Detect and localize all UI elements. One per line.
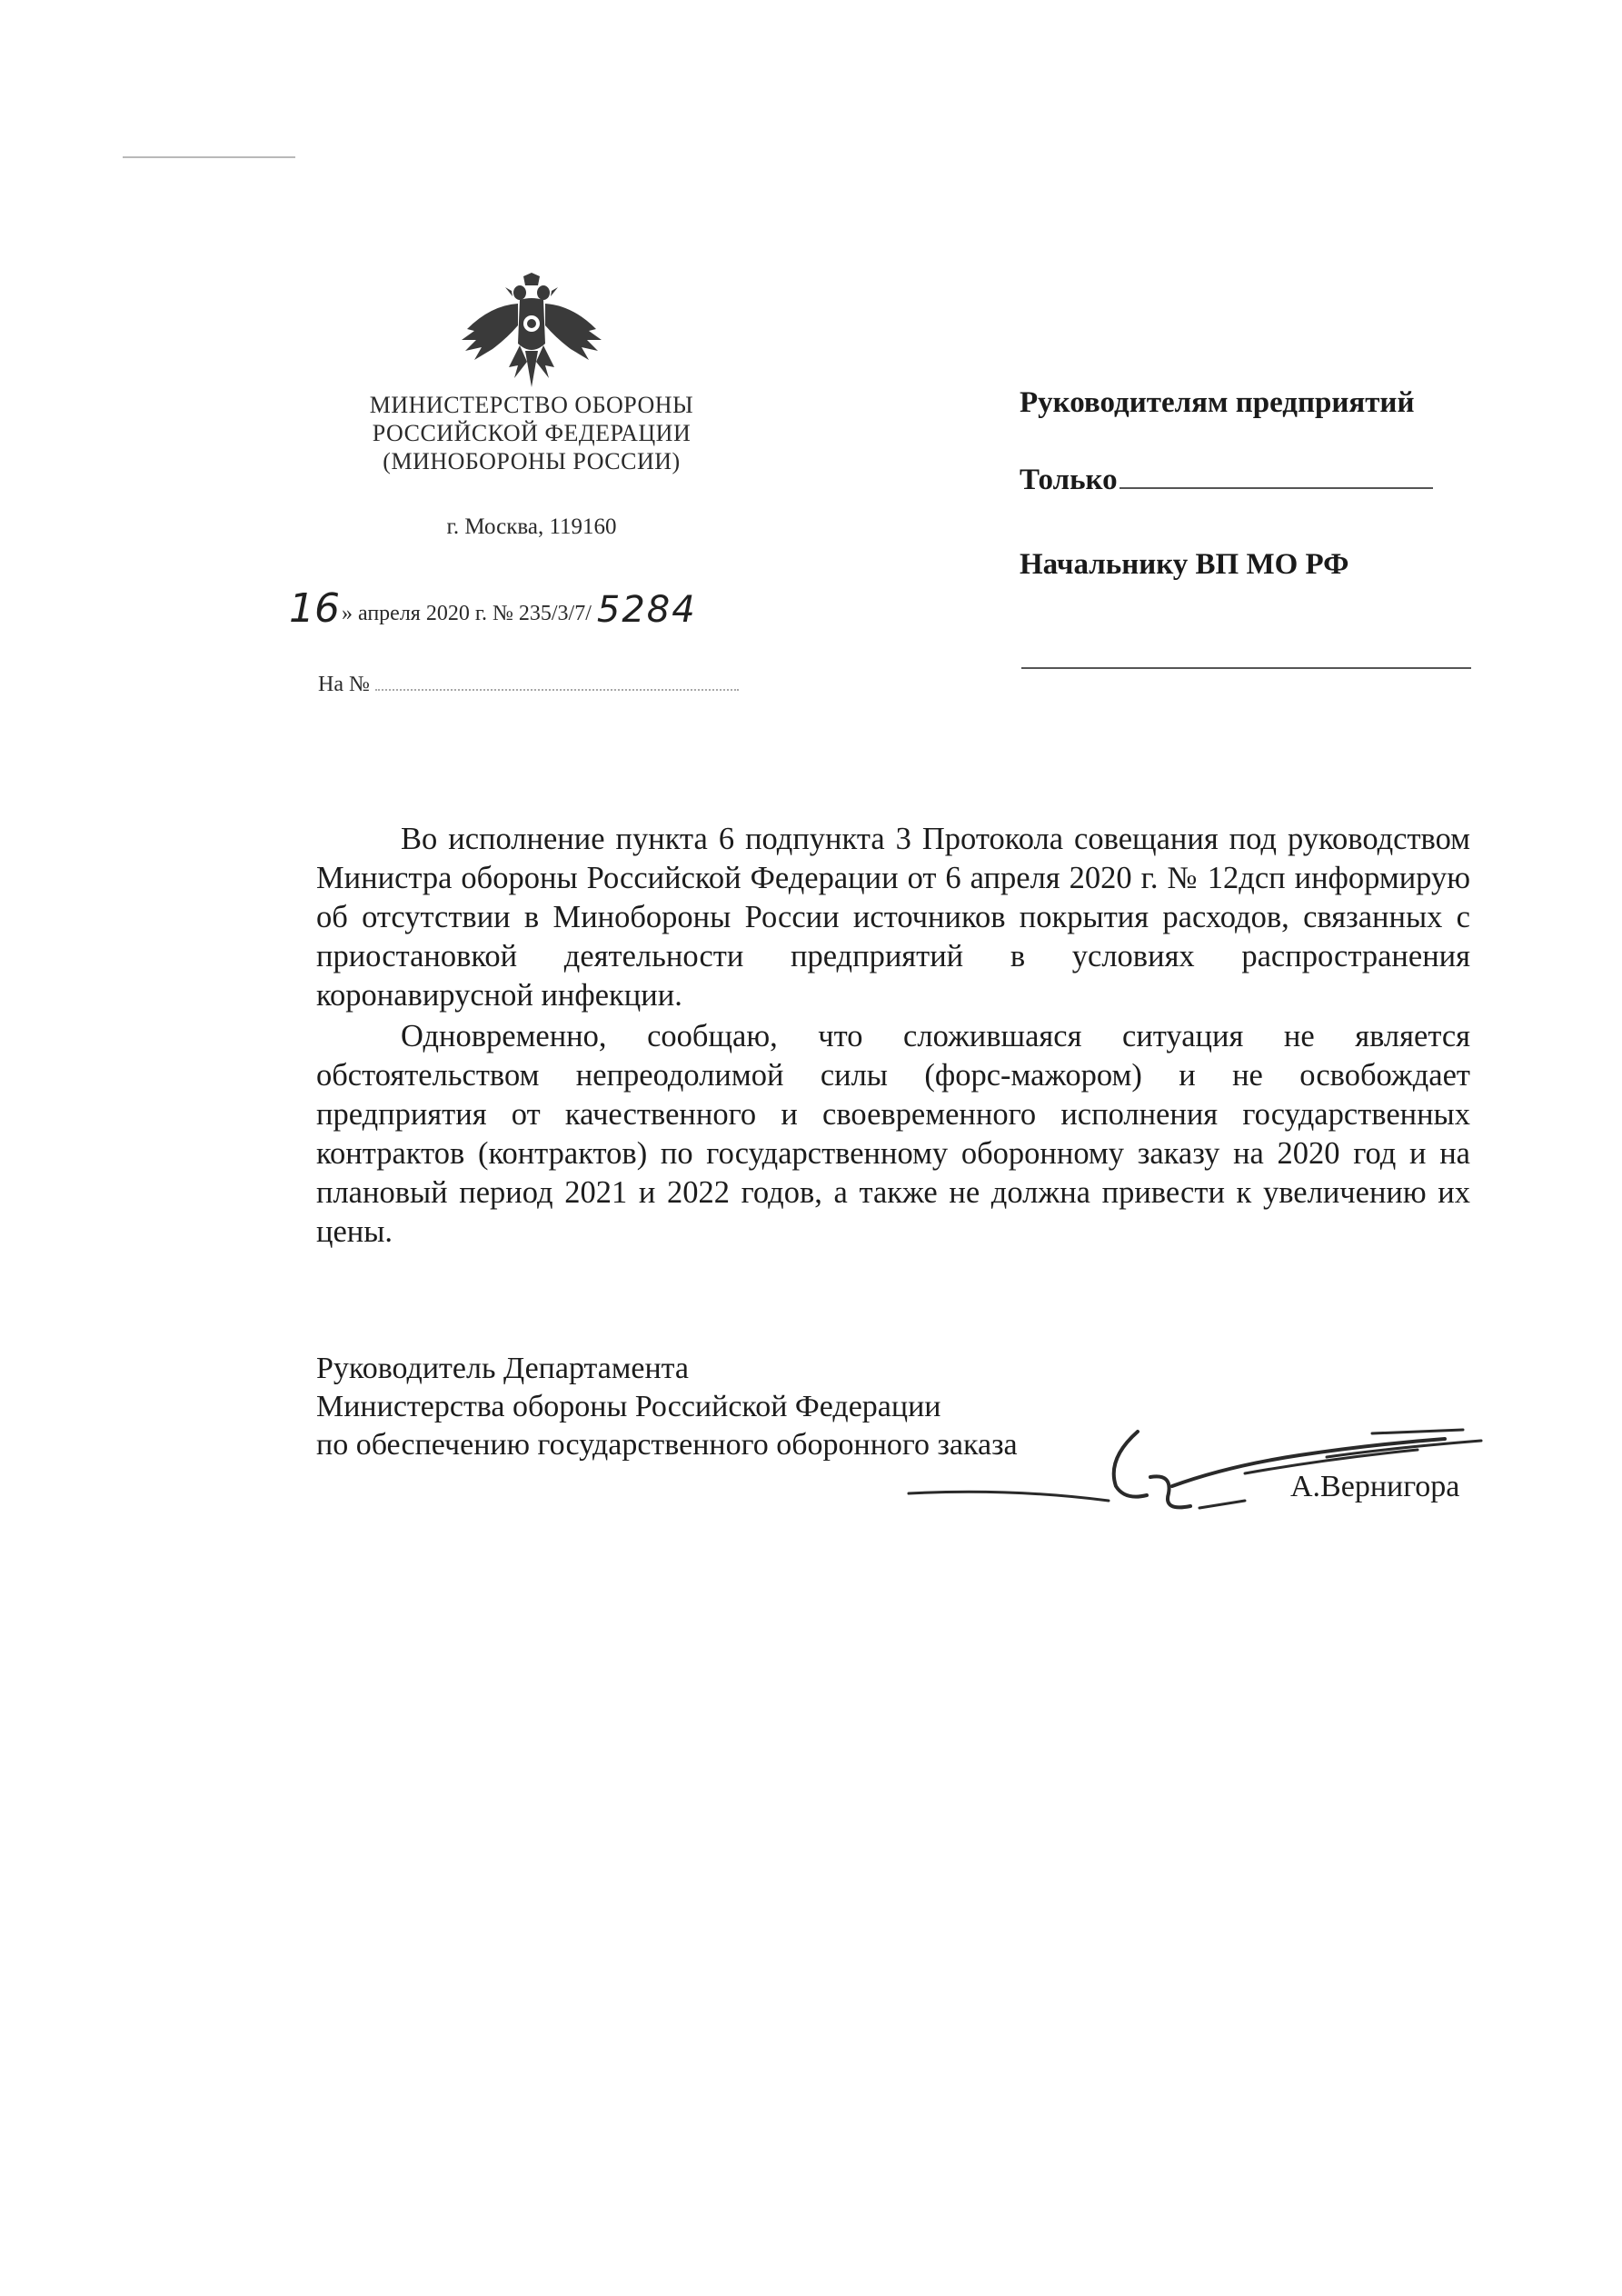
signatory-title-line-1: Руководитель Департамента (316, 1352, 690, 1385)
reference-line (318, 673, 763, 697)
handwritten-signature (900, 1413, 1495, 1522)
body-paragraph-1: Во исполнение пункта 6 подпункта 3 Протокола совещания под руководством Министра обороны Российской Федерации от 6 апреля 2020 г. № 12дсп информирую об отсутствии в Минобороны России источников покрытия расходов, связанных с приостановкой деятельности предприятий в условиях распространения коронавирусной инфекции. (316, 822, 1470, 1013)
addressee-line-2 (1020, 464, 1492, 497)
ministry-address: г. Москва, 119160 (446, 514, 617, 539)
signatory-title-line-2: Министерства обороны Российской Федерации (316, 1390, 941, 1423)
outgoing-date-number (289, 584, 780, 630)
ministry-letterhead (332, 391, 731, 475)
ministry-name-line-3: (МИНОБОРОНЫ РОССИИ) (383, 448, 681, 474)
addressee-line-1: Руководителям предприятий (1020, 386, 1415, 419)
handwritten-day: 16 (289, 585, 340, 632)
reference-blank (375, 689, 739, 691)
date-number-text: » апреля 2020 г. № 235/3/7/ (342, 602, 592, 625)
addressee-only-label: Только (1020, 464, 1118, 496)
addressee-only-blank (1119, 487, 1433, 489)
body-paragraph-2: Одновременно, сообщаю, что сложившаяся ситуация не является обстоятельством непреодолимой силы (форс-мажором) и не освобождает предприятия от качественного и своевременного исполнения государственных контрактов (контрактов) по государственному оборонному заказу на 2020 год и на плановый период 2021 и 2022 годов, а также не должна привести к увеличению их цены. (316, 1019, 1470, 1249)
scan-artifact-line (123, 156, 295, 158)
signatory-name: А.Вернигора (1290, 1470, 1460, 1503)
addressee-line-3: Начальнику ВП МО РФ (1020, 548, 1349, 581)
reference-label: На № (318, 673, 370, 696)
signatory-title-line-3: по обеспечению государственного оборонного заказа (316, 1428, 1018, 1462)
addressee-blank-line (1021, 667, 1471, 669)
letter-body (316, 820, 1470, 1253)
ministry-name-line-1: МИНИСТЕРСТВО ОБОРОНЫ (369, 392, 694, 418)
handwritten-doc-number: 5284 (596, 589, 697, 631)
double-headed-eagle-emblem (454, 273, 609, 391)
ministry-name-line-2: РОССИЙСКОЙ ФЕДЕРАЦИИ (372, 420, 692, 446)
